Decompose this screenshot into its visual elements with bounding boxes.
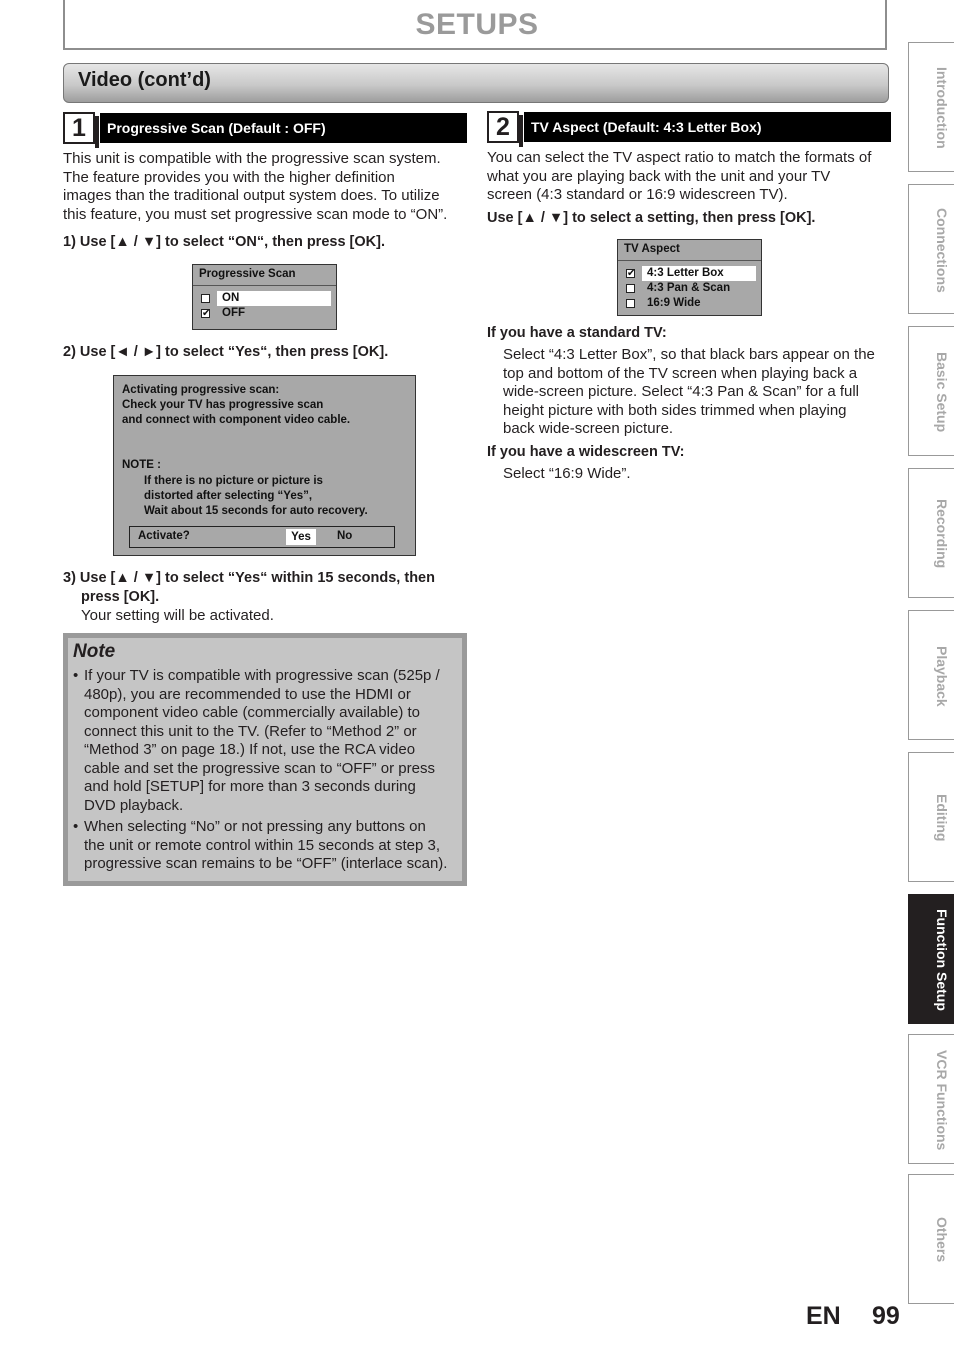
menu-divider [618,260,761,261]
tab-function-setup[interactable] [908,894,954,1024]
tab-recording[interactable] [908,468,954,598]
tab-label: Recording [934,499,950,569]
option-pan-scan[interactable] [624,281,756,296]
text-line: top and bottom of the TV screen when playing back a [503,364,858,382]
option-label: 4:3 Letter Box [642,266,756,281]
intro-line: The feature provides you with the higher definition [63,168,395,186]
tab-introduction[interactable] [908,42,954,172]
tab-label: Playback [934,645,950,707]
step-1-number: 1 [63,112,95,144]
text-line: height picture with both sides trimmed when playing [503,401,847,419]
note-line: progressive scan remains to be “OFF” (interlace scan). [84,855,448,872]
text-line: wide-screen picture. Select “4:3 Pan & Scan” for a full [503,383,860,400]
note-line: component video cable (commercially available) to [84,704,420,721]
step-1-instruction-1: 1) Use [▲ / ▼] to select “ON“, then press [OK]. [63,234,385,250]
note-line: cable and set the progressive scan to “OFF” or press [84,759,435,777]
widescreen-tv-heading: If you have a widescreen TV: [487,444,685,460]
step-1-intro [63,150,467,224]
tab-connections[interactable] [908,184,954,314]
menu-title: TV Aspect [624,243,680,255]
yes-button[interactable]: Yes [286,529,316,545]
step-1-instruction-3: 3) Use [▲ / ▼] to select “Yes“ within 15 seconds, then [63,570,435,586]
dialog-note-line: Wait about 15 seconds for auto recovery. [144,505,368,517]
note-line: When selecting “No” or not pressing any buttons on [84,818,426,835]
tab-label: Function Setup [934,909,950,1011]
intro-line: screen (4:3 standard or 16:9 widescreen TV). [487,186,788,203]
option-label: 16:9 Wide [647,297,701,309]
tab-label: Basic Setup [934,351,950,433]
tab-vcr-functions[interactable] [908,1034,954,1164]
checkbox-icon [201,294,210,303]
no-button[interactable]: No [337,530,353,542]
checked-checkbox-icon: ✔ [627,268,636,279]
standard-tv-heading: If you have a standard TV: [487,325,667,341]
page-title: SETUPS [415,8,539,41]
section-title: Video (cont’d) [78,69,211,91]
note-bullet-1 [84,667,462,815]
intro-line: You can select the TV aspect ratio to match the formats of [487,149,872,166]
standard-tv-text [503,346,893,439]
note-bullet-2 [84,818,462,874]
option-label: ON [217,291,331,306]
note-line: and hold [SETUP] for more than 3 seconds during [84,778,416,795]
intro-line: what you are playing back with the unit and your TV [487,167,831,185]
activate-dialog [113,375,416,556]
menu-divider [193,285,336,286]
option-off[interactable] [199,306,331,321]
step-1-title: Progressive Scan (Default : OFF) [100,113,467,143]
progressive-scan-menu [192,264,337,330]
note-line: connect this unit to the TV. (Refer to “Method 2” or [84,722,417,740]
note-line: “Method 3” on page 18.) If not, use the RCA video [84,741,416,758]
dialog-message [122,383,350,428]
dialog-note [144,474,368,519]
language-code: EN [806,1302,841,1330]
activate-prompt: Activate? [138,530,190,542]
text-line: back wide-screen picture. [503,420,674,437]
note-line: DVD playback. [84,796,184,814]
note-title: Note [73,641,116,662]
step-1-instruction-2: 2) Use [◄ / ►] to select “Yes“, then press [OK]. [63,344,389,360]
tab-editing[interactable] [908,752,954,882]
tab-label: Connections [934,207,950,293]
note-line: the unit or remote control within 15 seconds at step 3, [84,836,441,854]
tab-playback[interactable] [908,610,954,740]
step-2-number: 2 [487,111,519,143]
checkbox-icon [626,284,635,293]
tv-aspect-menu [617,239,762,316]
text-line: Select “4:3 Letter Box”, so that black bars appear on the [503,346,875,363]
menu-title: Progressive Scan [199,268,296,280]
dialog-note-line: If there is no picture or picture is [144,475,323,487]
step-1-instruction-3-cont: press [OK]. [81,589,160,605]
intro-line: images than the traditional output system does. To utilize [63,187,440,204]
page-number: 99 [872,1302,900,1330]
dialog-line: Activating progressive scan: [122,384,280,396]
note-line: If your TV is compatible with progressive scan (525p / [84,667,440,684]
tab-label: Others [934,1217,950,1263]
step-2-instruction: Use [▲ / ▼] to select a setting, then press [OK]. [487,210,816,226]
dialog-note-label: NOTE : [122,459,161,471]
tab-others[interactable] [908,1174,954,1304]
option-on[interactable] [199,291,331,306]
option-label: OFF [222,307,245,319]
option-label: 4:3 Pan & Scan [647,282,731,294]
bullet-dot: • [73,818,79,835]
option-wide[interactable] [624,296,756,311]
dialog-line: and connect with component video cable. [122,414,351,426]
option-letter-box[interactable] [624,266,756,281]
activate-row [129,526,395,548]
tab-label: VCR Functions [934,1049,950,1151]
step-1-result: Your setting will be activated. [81,607,274,624]
checkbox-icon [626,299,635,308]
step-2-title: TV Aspect (Default: 4:3 Letter Box) [524,112,891,142]
step-2-intro [487,149,891,205]
checked-checkbox-icon: ✔ [202,308,211,319]
bullet-dot: • [73,667,79,684]
dialog-note-line: distorted after selecting “Yes”, [144,490,313,502]
intro-line: This unit is compatible with the progressive scan system. [63,150,441,167]
tab-label: Editing [934,794,950,842]
tab-basic-setup[interactable] [908,326,954,456]
widescreen-tv-text: Select “16:9 Wide”. [503,465,631,482]
note-line: 480p), you are recommended to use the HDMI or [84,685,411,703]
dialog-line: Check your TV has progressive scan [122,399,324,411]
intro-line: this feature, you must set progressive scan mode to “ON”. [63,205,448,223]
tab-label: Introduction [934,67,950,149]
